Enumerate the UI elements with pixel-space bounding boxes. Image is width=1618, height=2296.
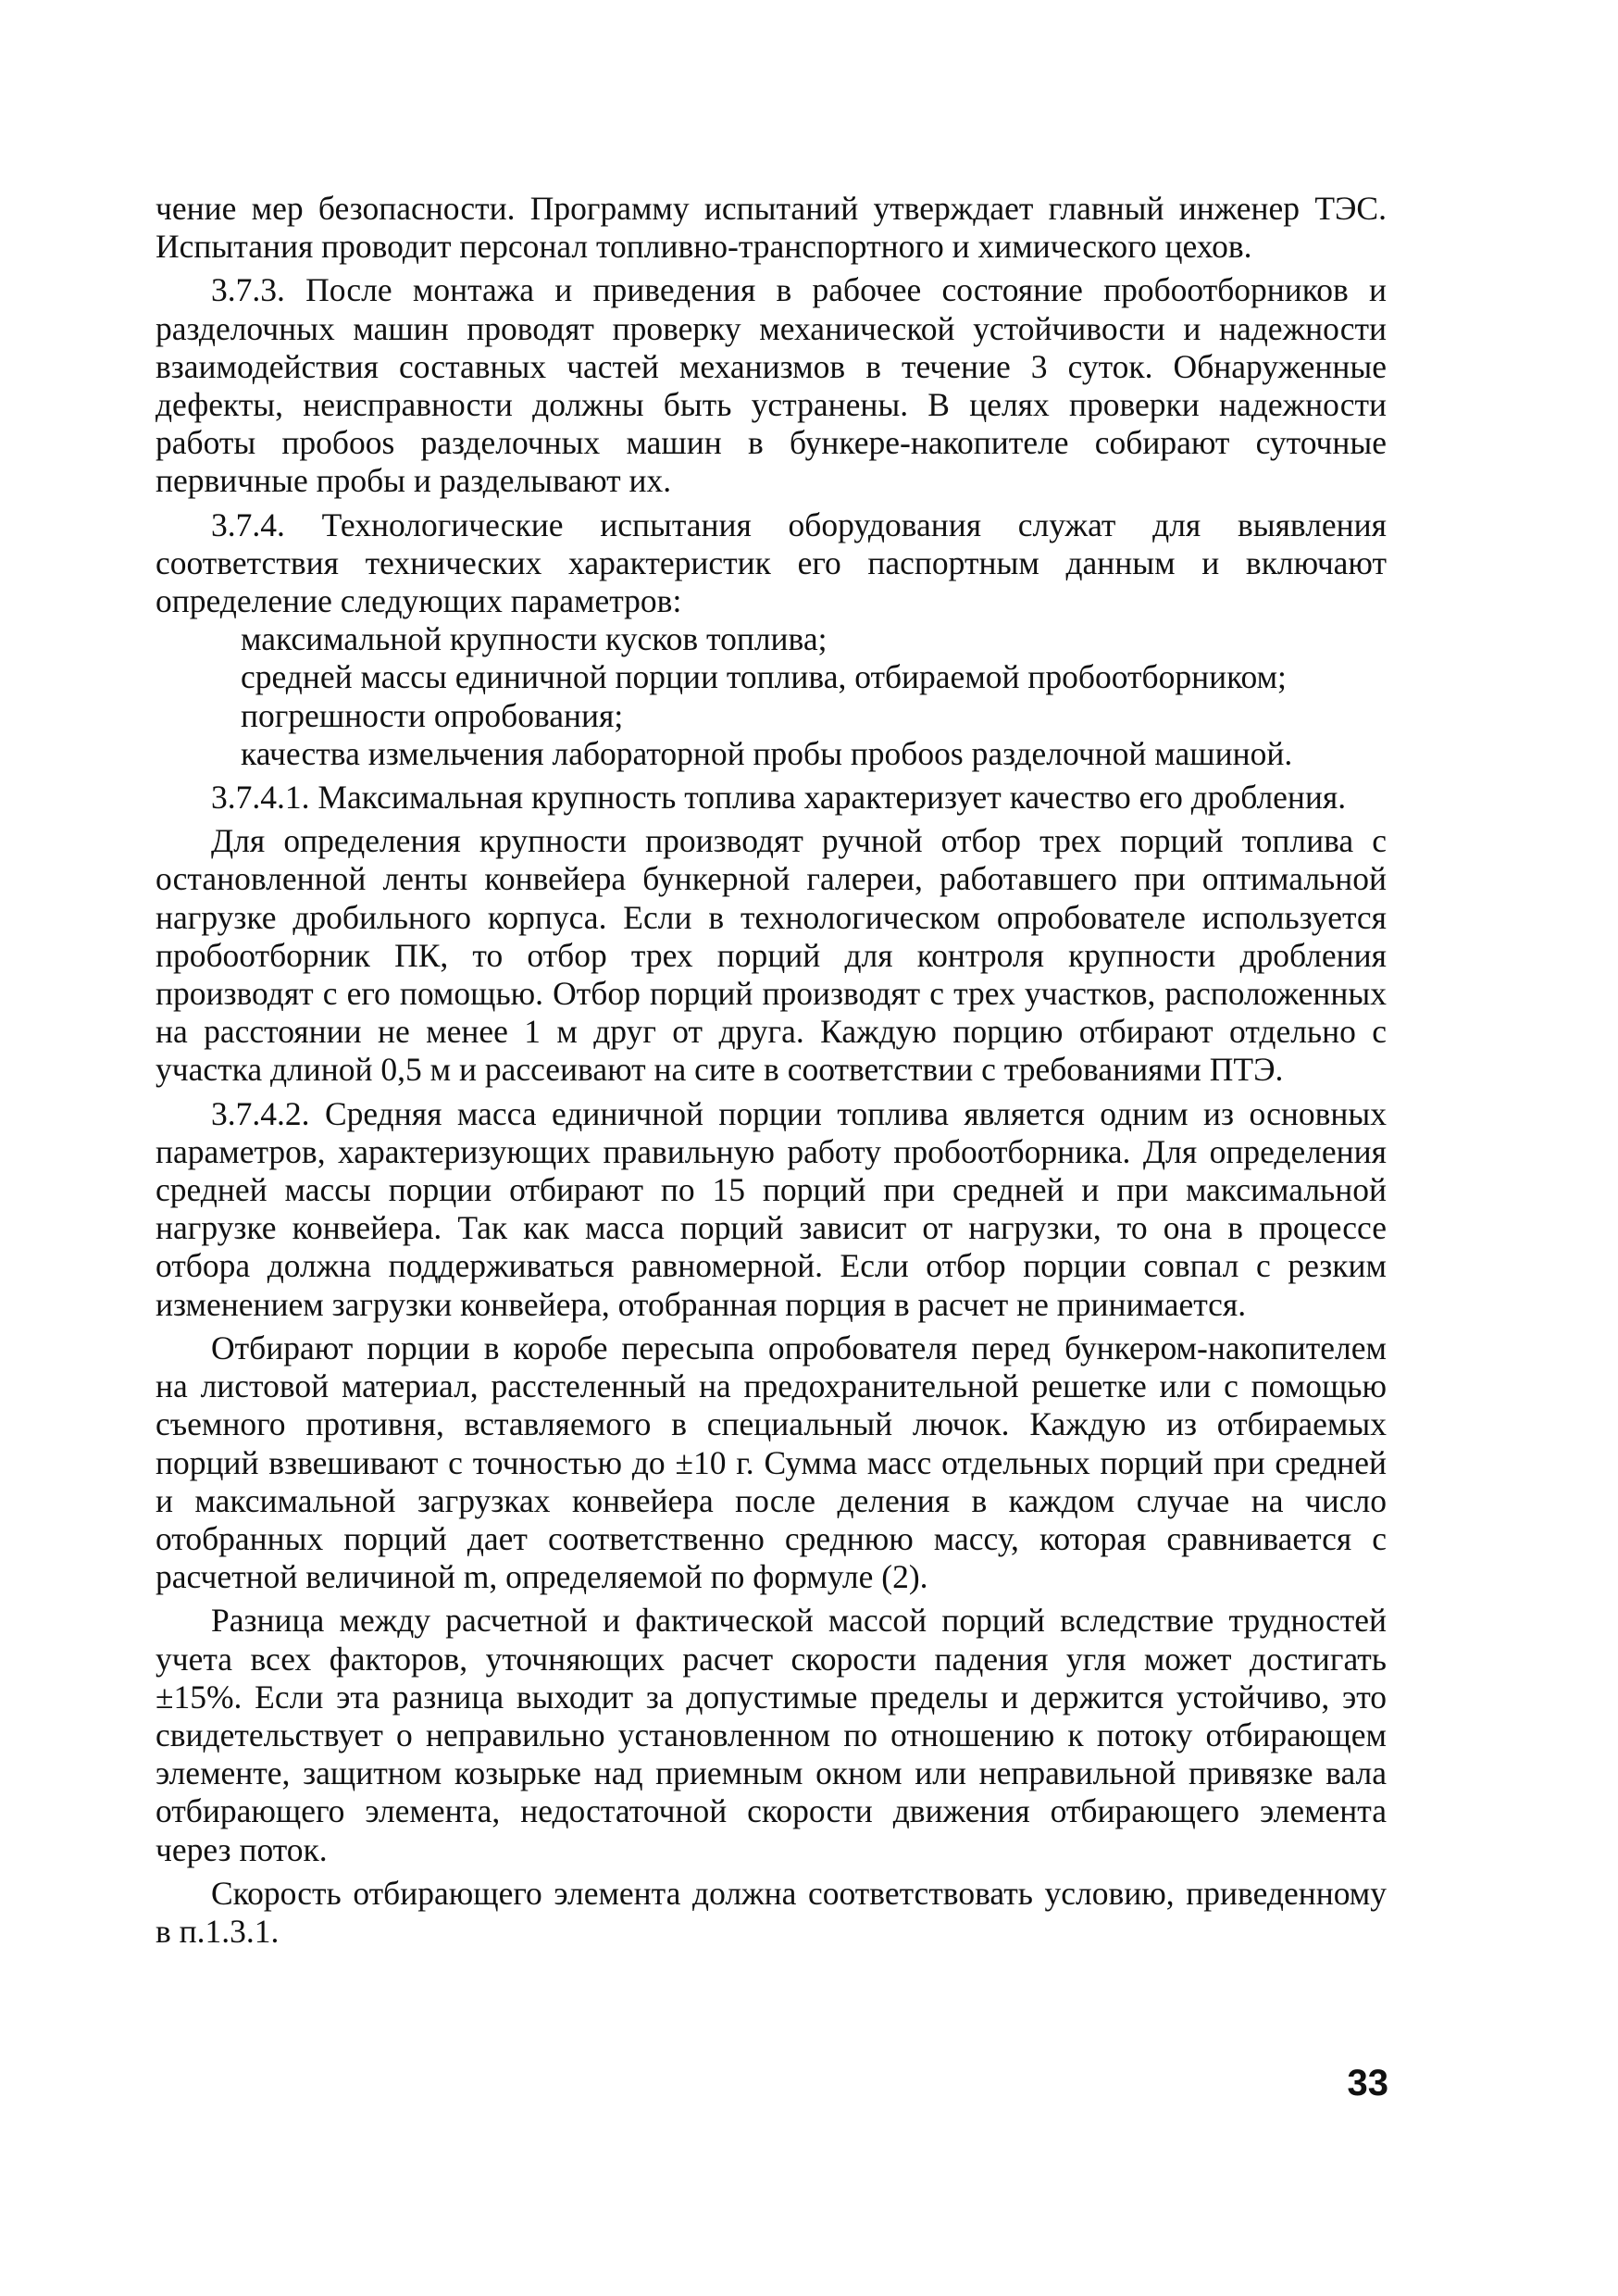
- page-number: 33: [1347, 2063, 1388, 2103]
- paragraph: Скорость отбирающего элемента должна соответствовать условию, приведенному в п.1.3.1.: [156, 1874, 1387, 1950]
- parameter-list: [156, 620, 1387, 773]
- list-item: средней массы единичной порции топлива, отбираемой пробоотборником;: [241, 658, 1287, 696]
- list-item: погрешности опробования;: [241, 696, 624, 734]
- paragraph: чение мер безопасности. Программу испытаний утверждает главный инженер ТЭС. Испытания проводит персонал топливно-транспортного и химического цехов.: [156, 190, 1387, 266]
- paragraph: 3.7.4. Технологические испытания оборудования служат для выявления соответствия технических характеристик его паспортным данным и включают определение следующих параметров:: [156, 505, 1387, 620]
- paragraph: Для определения крупности производят ручной отбор трех порций топлива с остановленной ленты конвейера бункерной галереи, работавшего при оптимальной нагрузке дробильного корпуса. Если в технологическом опробователе используется пробоотборник ПК, то отбор трех порций для контроля крупности дробления производят с его помощью. Отбор порций производят с трех участков, расположенных на расстоянии не менее 1 м друг от друга. Каждую порцию отбирают отдельно с участка длиной 0,5 м и рассеивают на сите в соответствии с требованиями ПТЭ.: [156, 822, 1387, 1089]
- paragraph: 3.7.3. После монтажа и приведения в рабочее состояние пробоотборников и разделочных машин проводят проверку механической устойчивости и надежности взаимодействия составных частей механизмов в течение 3 суток. Обнаруженные дефекты, неисправности должны быть устранены. В целях проверки надежности работы пробоos разделочных машин в бункере-накопителе собирают суточные первичные пробы и разделывают их.: [156, 271, 1387, 500]
- paragraph: 3.7.4.1. Максимальная крупность топлива характеризует качество его дробления.: [211, 779, 1347, 817]
- list-item: качества измельчения лабораторной пробы пробоos разделочной машиной.: [241, 734, 1293, 772]
- paragraph: Отбирают порции в коробе пересыпа опробователя перед бункером-накопителем на листовой материал, расстеленный на предохранительной решетке или с помощью съемного противня, вставляемого в специальный лючок. Каждую из отбираемых порций взвешивают с точностью до ±10 г. Сумма масс отдельных порций при средней и максимальной загрузках конвейера после деления в каждом случае на число отобранных порций дает соответственно среднюю массу, которая сравнивается с расчетной величиной m, определяемой по формуле (2).: [156, 1329, 1387, 1596]
- list-item: максимальной крупности кусков топлива;: [241, 620, 828, 658]
- paragraph: 3.7.4.2. Средняя масса единичной порции топлива является одним из основных параметров, характеризующих правильную работу пробоотборника. Для определения средней массы порции отбирают по 15 порций при средней и при максимальной нагрузке конвейера. Так как масса порций зависит от нагрузки, то она в процессе отбора должна поддерживаться равномерной. Если отбор порции совпал с резким изменением загрузки конвейера, отобранная порция в расчет не принимается.: [156, 1094, 1387, 1323]
- paragraph: Разница между расчетной и фактической массой порций вследствие трудностей учета всех факторов, уточняющих расчет скорости падения угля может достигать ±15%. Если эта разница выходит за допустимые пределы и держится устойчиво, это свидетельствует о неправильно установленном по отношению к потоку отбирающем элементе, защитном козырьке над приемным окном или неправильной привязке вала отбирающего элемента, недостаточной скорости движения отбирающего элемента через поток.: [156, 1602, 1387, 1868]
- document-page: [156, 190, 1387, 1951]
